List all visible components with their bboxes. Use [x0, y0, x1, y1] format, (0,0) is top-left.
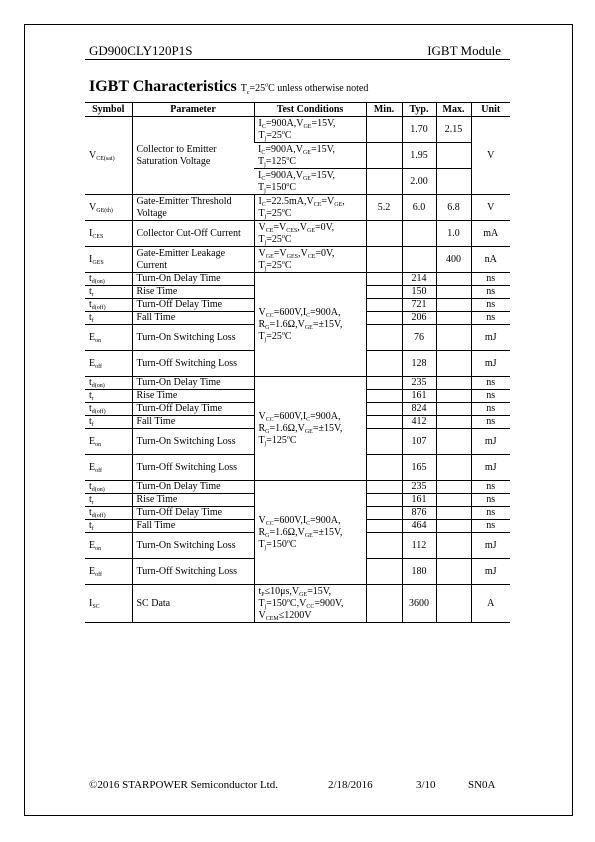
max-cell — [436, 377, 471, 390]
header-part-number: GD900CLY120P1S — [89, 43, 193, 58]
typ-cell: 2.00 — [402, 169, 436, 195]
min-cell — [366, 247, 402, 273]
min-cell — [366, 390, 402, 403]
min-cell — [366, 520, 402, 533]
min-cell — [366, 325, 402, 351]
table-row-iges — [85, 247, 510, 273]
table-row-isc — [85, 585, 510, 623]
symbol-subscript: r — [91, 292, 94, 298]
unit-cell: ns — [471, 377, 510, 390]
condition-cell-iges: $V_{GE}=V_{GES},V_{CE}=0V$, $T_j=25^oC$ — [254, 247, 366, 273]
symbol-cell — [85, 559, 132, 585]
section-title — [89, 78, 368, 96]
unit-cell: nA — [471, 247, 510, 273]
min-cell — [366, 377, 402, 390]
symbol-text: t — [89, 390, 92, 401]
symbol-cell — [85, 507, 132, 520]
symbol-cell-vcesat — [85, 117, 132, 195]
min-cell — [366, 559, 402, 585]
condition-cell-vcesat-150: $I_C=900A,V_{GE}=15V$, $T_j=150^oC$ — [254, 169, 366, 195]
min-cell — [366, 273, 402, 286]
parameter-cell: Fall Time — [132, 520, 254, 533]
parameter-cell: Turn-On Delay Time — [132, 481, 254, 494]
condition-cell-vcesat-125: $I_C=900A,V_{GE}=15V$, $T_j=125^oC$ — [254, 143, 366, 169]
min-cell — [366, 312, 402, 325]
unit-cell: mJ — [471, 455, 510, 481]
unit-cell: ns — [471, 403, 510, 416]
unit-cell: mJ — [471, 351, 510, 377]
footer-copyright: ©2016 STARPOWER Semiconductor Ltd. — [89, 779, 278, 791]
min-cell: 5.2 — [366, 195, 402, 221]
max-cell: 2.15 — [436, 117, 471, 143]
symbol-text: E — [89, 565, 96, 577]
symbol-text: E — [89, 331, 96, 343]
min-cell — [366, 169, 402, 195]
table-row-vcesat-25 — [85, 117, 510, 143]
unit-cell: mJ — [471, 559, 510, 585]
symbol-text: t — [89, 403, 92, 414]
typ-cell: 235 — [402, 377, 436, 390]
typ-cell: 721 — [402, 299, 436, 312]
condition-cell-isc: $t_P\le 10\mu s,V_{GE}=15V$, $T_j=150^oC,V_{CC}=900V$, $V_{CEM}\le 1200V$ — [254, 585, 366, 623]
parameter-cell: Rise Time — [132, 390, 254, 403]
symbol-subscript: off — [95, 467, 102, 474]
typ-cell — [402, 247, 436, 273]
col-header-parameter: Parameter — [132, 103, 254, 117]
condition-cell-switching-25: $V_{CC}=600V,I_C=900A$, $R_G=1.6\Omega,V_{GE}=\pm 15V$, $T_j=25^oC$ — [254, 273, 366, 377]
symbol-subscript: GE(th) — [96, 207, 113, 214]
min-cell — [366, 533, 402, 559]
table-row-td-on-125 — [85, 377, 510, 390]
unit-cell: ns — [471, 494, 510, 507]
typ-cell: 150 — [402, 286, 436, 299]
typ-cell: 235 — [402, 481, 436, 494]
unit-cell: ns — [471, 299, 510, 312]
max-cell — [436, 169, 471, 195]
condition-cell-switching-150: $V_{CC}=600V,I_C=900A$, $R_G=1.6\Omega,V_{GE}=\pm 15V$, $T_j=150^oC$ — [254, 481, 366, 585]
typ-cell: 464 — [402, 520, 436, 533]
max-cell — [436, 533, 471, 559]
symbol-subscript: GES — [92, 259, 104, 266]
min-cell — [366, 429, 402, 455]
parameter-cell: Turn-Off Switching Loss — [132, 455, 254, 481]
symbol-cell — [85, 520, 132, 533]
symbol-subscript: d(off) — [91, 305, 106, 311]
footer-date: 2/18/2016 — [328, 779, 373, 791]
symbol-cell — [85, 455, 132, 481]
unit-cell: ns — [471, 286, 510, 299]
max-cell — [436, 585, 471, 623]
symbol-subscript: on — [95, 545, 102, 552]
symbol-text: I — [89, 597, 93, 609]
symbol-cell — [85, 416, 132, 429]
parameter-cell: Rise Time — [132, 494, 254, 507]
typ-cell: 412 — [402, 416, 436, 429]
parameter-cell: Turn-Off Switching Loss — [132, 351, 254, 377]
symbol-cell — [85, 377, 132, 390]
symbol-cell — [85, 481, 132, 494]
symbol-text: I — [89, 227, 93, 239]
symbol-subscript: r — [91, 500, 94, 506]
section-title-text: IGBT Characteristics — [89, 78, 237, 95]
col-header-test-conditions: Test Conditions — [254, 103, 366, 117]
symbol-text: E — [89, 435, 96, 447]
table-row-td-on-25 — [85, 273, 510, 286]
parameter-cell: Turn-Off Delay Time — [132, 299, 254, 312]
max-cell — [436, 312, 471, 325]
unit-cell: mJ — [471, 325, 510, 351]
max-cell — [436, 416, 471, 429]
max-cell — [436, 299, 471, 312]
max-cell — [436, 507, 471, 520]
parameter-cell-vcesat: Collector to Emitter Saturation Voltage — [132, 117, 254, 195]
unit-cell: mJ — [471, 533, 510, 559]
parameter-cell: Fall Time — [132, 416, 254, 429]
symbol-text: t — [89, 520, 92, 531]
col-header-min: Min. — [366, 103, 402, 117]
unit-cell: ns — [471, 390, 510, 403]
symbol-cell — [85, 533, 132, 559]
symbol-subscript: f — [91, 526, 94, 532]
min-cell — [366, 221, 402, 247]
parameter-cell: Turn-On Delay Time — [132, 273, 254, 286]
symbol-cell — [85, 429, 132, 455]
condition-cell-switching-125: $V_{CC}=600V,I_C=900A$, $R_G=1.6\Omega,V_{GE}=\pm 15V$, $T_j=125^oC$ — [254, 377, 366, 481]
symbol-subscript: r — [91, 396, 94, 402]
unit-cell: mA — [471, 221, 510, 247]
unit-cell: ns — [471, 507, 510, 520]
symbol-subscript: SC — [92, 603, 100, 610]
max-cell — [436, 520, 471, 533]
table-row-td-on-150 — [85, 481, 510, 494]
symbol-subscript: d(on) — [91, 487, 105, 493]
max-cell — [436, 390, 471, 403]
condition-cell-vgeth: $I_C=22.5mA,V_{CE}=V_{GE}$, $T_j=25^oC$ — [254, 195, 366, 221]
typ-cell: 161 — [402, 390, 436, 403]
unit-cell: A — [471, 585, 510, 623]
max-cell: 1.0 — [436, 221, 471, 247]
symbol-text: V — [89, 149, 97, 161]
symbol-text: t — [89, 286, 92, 297]
symbol-cell — [85, 273, 132, 286]
symbol-cell-ices — [85, 221, 132, 247]
min-cell — [366, 143, 402, 169]
symbol-text: E — [89, 461, 96, 473]
symbol-subscript: CES — [92, 233, 104, 240]
typ-cell: 1.95 — [402, 143, 436, 169]
unit-cell: V — [471, 195, 510, 221]
parameter-cell: Turn-On Switching Loss — [132, 533, 254, 559]
footer-revision: SN0A — [468, 779, 496, 791]
parameter-cell: Fall Time — [132, 312, 254, 325]
typ-cell — [402, 221, 436, 247]
symbol-cell-iges — [85, 247, 132, 273]
unit-cell: ns — [471, 481, 510, 494]
condition-cell-ices: $V_{CE}=V_{CES},V_{GE}=0V$, $T_j=25^oC$ — [254, 221, 366, 247]
unit-cell: ns — [471, 312, 510, 325]
unit-cell: ns — [471, 520, 510, 533]
max-cell — [436, 351, 471, 377]
symbol-subscript: CE(sat) — [96, 155, 115, 162]
min-cell — [366, 351, 402, 377]
symbol-subscript: off — [95, 363, 102, 370]
max-cell — [436, 273, 471, 286]
typ-cell: 165 — [402, 455, 436, 481]
symbol-cell — [85, 325, 132, 351]
symbol-text: t — [89, 377, 92, 388]
section-title-condition: $T_c=25^oC$ unless otherwise noted — [240, 82, 369, 96]
symbol-cell — [85, 494, 132, 507]
table-row-vgeth — [85, 195, 510, 221]
symbol-subscript: d(on) — [91, 383, 105, 389]
col-header-symbol: Symbol — [85, 103, 132, 117]
table-row-ices — [85, 221, 510, 247]
parameter-cell: Turn-Off Switching Loss — [132, 559, 254, 585]
table-header-row — [85, 103, 510, 117]
igbt-characteristics-table — [85, 102, 510, 623]
typ-cell: 206 — [402, 312, 436, 325]
symbol-text: V — [89, 201, 97, 213]
parameter-cell: Turn-Off Delay Time — [132, 403, 254, 416]
typ-cell: 876 — [402, 507, 436, 520]
max-cell: 400 — [436, 247, 471, 273]
symbol-subscript: on — [95, 337, 102, 344]
symbol-subscript: f — [91, 318, 94, 324]
symbol-cell-isc — [85, 585, 132, 623]
symbol-subscript: f — [91, 422, 94, 428]
max-cell — [436, 455, 471, 481]
typ-cell: 824 — [402, 403, 436, 416]
typ-cell: 180 — [402, 559, 436, 585]
min-cell — [366, 416, 402, 429]
col-header-max: Max. — [436, 103, 471, 117]
typ-cell: 3600 — [402, 585, 436, 623]
symbol-text: t — [89, 481, 92, 492]
symbol-cell — [85, 312, 132, 325]
parameter-cell: Turn-Off Delay Time — [132, 507, 254, 520]
symbol-text: E — [89, 357, 96, 369]
typ-cell: 112 — [402, 533, 436, 559]
condition-cell-vcesat-25: $I_C=900A,V_{GE}=15V$, $T_j=25^oC$ — [254, 117, 366, 143]
max-cell — [436, 286, 471, 299]
parameter-cell: Turn-On Delay Time — [132, 377, 254, 390]
unit-cell-vcesat: V — [471, 117, 510, 195]
symbol-cell — [85, 351, 132, 377]
footer-page-number: 3/10 — [416, 779, 436, 791]
symbol-subscript: d(off) — [91, 513, 106, 519]
symbol-cell — [85, 390, 132, 403]
unit-cell: mJ — [471, 429, 510, 455]
max-cell — [436, 559, 471, 585]
min-cell — [366, 494, 402, 507]
symbol-cell — [85, 403, 132, 416]
typ-cell: 128 — [402, 351, 436, 377]
min-cell — [366, 299, 402, 312]
unit-cell: ns — [471, 416, 510, 429]
col-header-typ: Typ. — [402, 103, 436, 117]
symbol-text: t — [89, 507, 92, 518]
max-cell — [436, 403, 471, 416]
max-cell — [436, 494, 471, 507]
symbol-cell — [85, 286, 132, 299]
max-cell: 6.8 — [436, 195, 471, 221]
min-cell — [366, 585, 402, 623]
parameter-cell-iges: Gate-Emitter Leakage Current — [132, 247, 254, 273]
symbol-text: I — [89, 253, 93, 265]
typ-cell: 107 — [402, 429, 436, 455]
min-cell — [366, 455, 402, 481]
parameter-cell-ices: Collector Cut-Off Current — [132, 221, 254, 247]
col-header-unit: Unit — [471, 103, 510, 117]
typ-cell: 76 — [402, 325, 436, 351]
parameter-cell: Turn-On Switching Loss — [132, 325, 254, 351]
symbol-subscript: off — [95, 571, 102, 578]
symbol-cell-vgeth — [85, 195, 132, 221]
symbol-text: t — [89, 299, 92, 310]
min-cell — [366, 403, 402, 416]
typ-cell: 6.0 — [402, 195, 436, 221]
max-cell — [436, 325, 471, 351]
parameter-cell-isc: SC Data — [132, 585, 254, 623]
symbol-text: t — [89, 494, 92, 505]
symbol-cell — [85, 299, 132, 312]
parameter-cell-vgeth: Gate-Emitter Threshold Voltage — [132, 195, 254, 221]
max-cell — [436, 143, 471, 169]
symbol-text: E — [89, 539, 96, 551]
typ-cell: 1.70 — [402, 117, 436, 143]
symbol-text: t — [89, 416, 92, 427]
typ-cell: 161 — [402, 494, 436, 507]
typ-cell: 214 — [402, 273, 436, 286]
header-module-type: IGBT Module — [427, 43, 501, 58]
symbol-subscript: d(on) — [91, 279, 105, 285]
min-cell — [366, 507, 402, 520]
header-rule — [85, 59, 510, 60]
symbol-subscript: on — [95, 441, 102, 448]
min-cell — [366, 286, 402, 299]
symbol-subscript: d(off) — [91, 409, 106, 415]
parameter-cell: Rise Time — [132, 286, 254, 299]
symbol-text: t — [89, 312, 92, 323]
min-cell — [366, 117, 402, 143]
unit-cell: ns — [471, 273, 510, 286]
max-cell — [436, 429, 471, 455]
parameter-cell: Turn-On Switching Loss — [132, 429, 254, 455]
symbol-text: t — [89, 273, 92, 284]
max-cell — [436, 481, 471, 494]
min-cell — [366, 481, 402, 494]
